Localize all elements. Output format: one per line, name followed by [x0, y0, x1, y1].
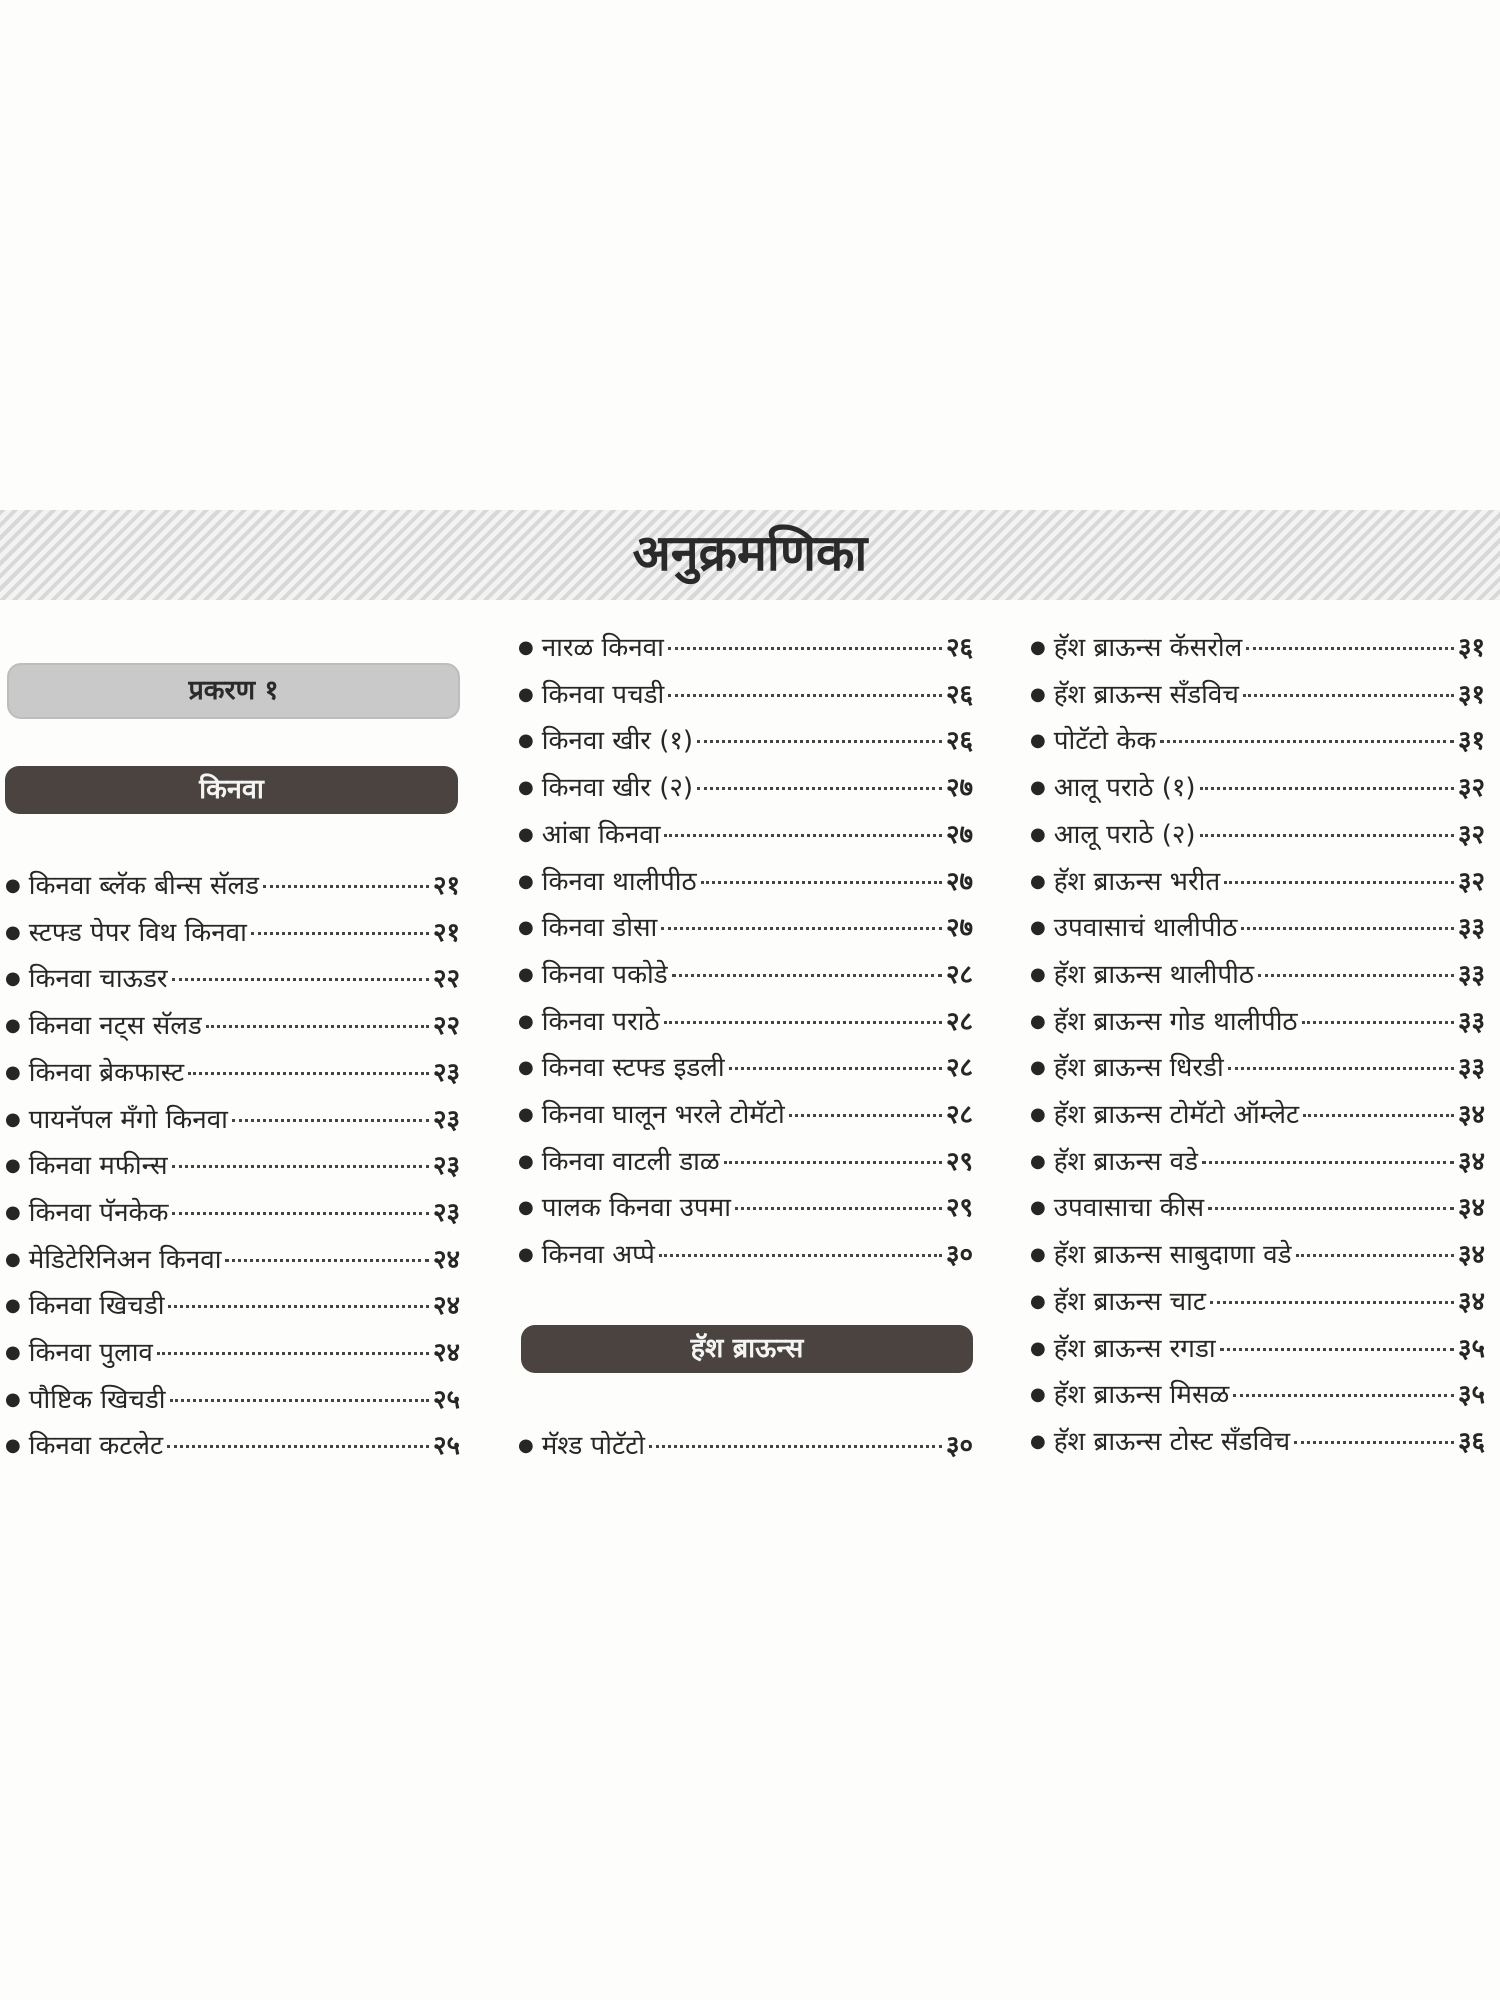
toc-entry [1030, 1188, 1485, 1232]
bullet-icon: ● [518, 1197, 534, 1219]
bullet-icon: ● [5, 921, 21, 943]
bullet-icon: ● [1030, 730, 1046, 752]
toc-entry-label: हॅश ब्राऊन्स वडे [1053, 1146, 1199, 1177]
dot-leader [697, 740, 942, 743]
toc-page-number: २७ [945, 773, 973, 804]
bullet-icon: ● [1030, 917, 1046, 939]
toc-page-number: २६ [945, 726, 973, 757]
toc-page-number: २५ [432, 1431, 460, 1462]
toc-entry-label: पौष्टिक खिचडी [28, 1384, 166, 1415]
dot-leader [172, 978, 429, 981]
toc-entry [5, 1333, 460, 1377]
toc-page-number: २३ [432, 1151, 460, 1182]
toc-entry-label: हॅश ब्राऊन्स टोमॅटो ऑम्लेट [1053, 1100, 1300, 1130]
toc-entry [1030, 675, 1485, 719]
bullet-icon: ● [518, 1435, 534, 1456]
dot-leader [789, 1114, 942, 1117]
toc-entry [5, 1100, 460, 1144]
toc-entry [518, 955, 973, 999]
toc-page-number: २८ [945, 959, 973, 990]
toc-entry [5, 1146, 460, 1190]
bullet-icon: ● [5, 1155, 21, 1177]
toc-page-number: ३४ [1457, 1146, 1485, 1177]
bullet-icon: ● [1030, 683, 1046, 705]
toc-entry [518, 862, 973, 906]
bullet-icon: ● [1030, 1197, 1046, 1219]
dot-leader [1258, 974, 1454, 977]
toc-entry-label: हॅश ब्राऊन्स सॅंडविच [1053, 679, 1239, 710]
toc-page-number: ३३ [1457, 959, 1485, 990]
bullet-icon: ● [5, 1248, 21, 1270]
dot-leader [1220, 1348, 1454, 1351]
dot-leader [1294, 1441, 1454, 1444]
toc-page-number: ३५ [1457, 1333, 1485, 1364]
bullet-icon: ● [1030, 1337, 1046, 1359]
dot-leader [1302, 1021, 1454, 1024]
toc-entry [5, 1240, 460, 1284]
toc-entry [1030, 1095, 1485, 1139]
bullet-icon: ● [518, 730, 534, 752]
dot-leader [724, 1161, 942, 1164]
toc-page-number: २३ [432, 1197, 460, 1228]
toc-page-number: ३४ [1457, 1286, 1485, 1317]
dot-leader [729, 1067, 942, 1070]
bullet-icon: ● [1030, 637, 1046, 658]
dot-leader [735, 1207, 942, 1210]
toc-page-number: ३४ [1457, 1240, 1485, 1271]
dot-leader [664, 1021, 942, 1024]
dot-leader [1228, 1067, 1454, 1070]
dot-leader [172, 1165, 429, 1168]
bullet-icon: ● [5, 1201, 21, 1223]
toc-entry-label: किनवा वाटली डाळ [541, 1146, 720, 1177]
toc-page-number: २५ [432, 1384, 460, 1415]
toc-entry-label: हॅश ब्राऊन्स थालीपीठ [1053, 959, 1254, 990]
toc-entry [518, 628, 973, 672]
toc-entry-label: किनवा मफीन्स [28, 1151, 168, 1182]
bullet-icon: ● [5, 875, 21, 896]
toc-page-number: ३३ [1457, 1053, 1485, 1084]
toc-page-number: २८ [945, 1006, 973, 1037]
bullet-icon: ● [5, 1295, 21, 1317]
toc-page-number: ३१ [1457, 726, 1485, 757]
toc-page-number: ३० [945, 1240, 973, 1271]
toc-entry-label: उपवासाचं थालीपीठ [1053, 913, 1238, 944]
bullet-icon: ● [1030, 1010, 1046, 1032]
dot-leader [668, 694, 942, 697]
toc-entry [518, 1095, 973, 1139]
toc-entry [1030, 1422, 1485, 1466]
toc-entry [518, 675, 973, 719]
toc-entry [518, 1426, 973, 1470]
bullet-icon: ● [1030, 1290, 1046, 1312]
toc-entry-label: आलू पराठे (१) [1053, 773, 1196, 804]
toc-entry-label: किनवा घालून भरले टोमॅटो [541, 1100, 785, 1130]
dot-leader [1202, 1161, 1454, 1164]
bullet-icon: ● [5, 1108, 21, 1130]
toc-entry [1030, 768, 1485, 812]
bullet-icon: ● [518, 1057, 534, 1079]
toc-page-number: ३२ [1457, 773, 1485, 804]
toc-entry-label: मेडिटेरिनिअन किनवा [28, 1244, 222, 1275]
toc-page-number: ३० [945, 1431, 973, 1461]
toc-page-number: ३५ [1457, 1380, 1485, 1411]
dot-leader [1224, 881, 1454, 884]
toc-entry [1030, 1142, 1485, 1186]
bullet-icon: ● [5, 1388, 21, 1410]
bullet-icon: ● [518, 1104, 534, 1125]
dot-leader [697, 787, 942, 790]
toc-page-number: २१ [432, 871, 460, 901]
toc-entry [5, 1006, 460, 1050]
toc-entry-label: किनवा ब्रेकफास्ट [28, 1057, 185, 1088]
dot-leader [1233, 1394, 1454, 1397]
bullet-icon: ● [5, 1435, 21, 1457]
toc-page-number: २१ [432, 917, 460, 948]
dot-leader [1210, 1301, 1454, 1304]
dot-leader [167, 1445, 429, 1448]
bullet-icon: ● [5, 1342, 21, 1363]
bullet-icon: ● [518, 777, 534, 799]
toc-page-number: २६ [945, 633, 973, 663]
toc-entry-label: किनवा स्टफ्ड इडली [541, 1053, 725, 1084]
dot-leader [1303, 1114, 1454, 1117]
toc-page-number: ३२ [1457, 866, 1485, 897]
bullet-icon: ● [518, 823, 534, 845]
chapter-heading: प्रकरण १ [7, 663, 460, 719]
toc-page-number: २७ [945, 819, 973, 850]
toc-page-number: २४ [432, 1338, 460, 1368]
toc-page-number: ३४ [1457, 1100, 1485, 1130]
bullet-icon: ● [1030, 963, 1046, 985]
toc-entry [518, 908, 973, 952]
toc-entry [5, 1193, 460, 1237]
toc-entry [5, 1426, 460, 1470]
dot-leader [157, 1352, 429, 1355]
dot-leader [172, 1212, 429, 1215]
toc-page-number: ३४ [1457, 1193, 1485, 1224]
toc-page-number: ३६ [1457, 1426, 1485, 1457]
toc-entry-label: किनवा खीर (१) [541, 726, 694, 757]
toc-entry [1030, 1282, 1485, 1326]
toc-entry-label: हॅश ब्राऊन्स टोस्ट सॅंडविच [1053, 1426, 1291, 1457]
toc-entry-label: हॅश ब्राऊन्स धिरडी [1053, 1053, 1224, 1084]
bullet-icon: ● [1030, 823, 1046, 845]
toc-page-number: २४ [432, 1244, 460, 1275]
toc-entry-label: पोटॅटो केक [1053, 726, 1157, 757]
bullet-icon: ● [1030, 1244, 1046, 1266]
toc-entry-label: किनवा डोसा [541, 913, 658, 944]
toc-entry-label: किनवा ब्लॅक बीन्स सॅलड [28, 871, 260, 901]
bullet-icon: ● [1030, 1430, 1046, 1452]
dot-leader [1208, 1207, 1454, 1210]
toc-page-number: २३ [432, 1104, 460, 1135]
toc-page-number: २७ [945, 913, 973, 944]
toc-entry-label: पायनॅपल मँगो किनवा [28, 1104, 228, 1135]
toc-entry [1030, 815, 1485, 859]
toc-entry-label: किनवा चाऊडर [28, 964, 168, 995]
toc-entry [1030, 908, 1485, 952]
toc-entry [5, 866, 460, 910]
toc-page-number: २८ [945, 1053, 973, 1084]
toc-entry-label: किनवा पकोडे [541, 959, 668, 990]
toc-page-number: २७ [945, 866, 973, 897]
toc-page-number: २९ [945, 1146, 973, 1177]
dot-leader [263, 885, 429, 888]
dot-leader [668, 647, 942, 650]
toc-entry-label: आलू पराठे (२) [1053, 819, 1196, 850]
toc-page-number: ३३ [1457, 1006, 1485, 1037]
bullet-icon: ● [518, 963, 534, 985]
toc-entry [1030, 1375, 1485, 1419]
toc-page-number: ३३ [1457, 913, 1485, 944]
bullet-icon: ● [1030, 870, 1046, 892]
toc-entry-label: हॅश ब्राऊन्स साबुदाणा वडे [1053, 1240, 1292, 1271]
bullet-icon: ● [1030, 777, 1046, 799]
toc-entry [518, 1188, 973, 1232]
bullet-icon: ● [1030, 1104, 1046, 1125]
toc-entry-label: हॅश ब्राऊन्स कॅसरोल [1053, 633, 1243, 663]
section-heading-hash-browns: हॅश ब्राऊन्स [521, 1325, 973, 1373]
toc-entry-label: नारळ किनवा [541, 633, 664, 663]
dot-leader [1246, 647, 1454, 650]
bullet-icon: ● [518, 683, 534, 705]
toc-entry-label: किनवा खीर (२) [541, 773, 694, 804]
dot-leader [1200, 787, 1454, 790]
bullet-icon: ● [518, 1244, 534, 1266]
bullet-icon: ● [1030, 1150, 1046, 1172]
toc-entry [1030, 1002, 1485, 1046]
toc-entry-label: किनवा थालीपीठ [541, 866, 697, 897]
bullet-icon: ● [5, 1061, 21, 1083]
toc-entry [5, 1286, 460, 1330]
dot-leader [251, 932, 429, 935]
bullet-icon: ● [518, 637, 534, 658]
toc-entry-label: किनवा पराठे [541, 1006, 660, 1037]
toc-entry [518, 1142, 973, 1186]
bullet-icon: ● [1030, 1384, 1046, 1406]
toc-entry-label: किनवा नट्स सॅलड [28, 1011, 202, 1042]
dot-leader [1241, 927, 1454, 930]
toc-page-number: ३२ [1457, 819, 1485, 850]
toc-page-number: २६ [945, 679, 973, 710]
bullet-icon: ● [518, 1150, 534, 1172]
toc-entry-label: पालक किनवा उपमा [541, 1193, 731, 1224]
bullet-icon: ● [5, 968, 21, 990]
toc-entry [1030, 1235, 1485, 1279]
toc-entry-label: किनवा पॅनकेक [28, 1197, 169, 1228]
dot-leader [672, 974, 942, 977]
toc-page-number: ३१ [1457, 679, 1485, 710]
toc-entry [1030, 955, 1485, 999]
toc-page-number: २२ [432, 1011, 460, 1042]
dot-leader [168, 1305, 428, 1308]
dot-leader [206, 1025, 429, 1028]
toc-entry-label: किनवा पचडी [541, 679, 665, 710]
toc-page-number: २२ [432, 964, 460, 995]
dot-leader [664, 834, 941, 837]
toc-entry-label: किनवा अप्पे [541, 1240, 655, 1271]
toc-entry-label: हॅश ब्राऊन्स रगडा [1053, 1333, 1216, 1364]
toc-entry-label: हॅश ब्राऊन्स भरीत [1053, 866, 1221, 897]
toc-entry [1030, 1048, 1485, 1092]
bullet-icon: ● [518, 1010, 534, 1032]
toc-entry [518, 1048, 973, 1092]
toc-page-number: २८ [945, 1100, 973, 1130]
toc-entry-label: मॅश्ड पोटॅटो [541, 1431, 645, 1461]
bullet-icon: ● [518, 917, 534, 939]
toc-entry-label: हॅश ब्राऊन्स मिसळ [1053, 1380, 1230, 1411]
dot-leader [661, 927, 942, 930]
dot-leader [170, 1399, 429, 1402]
toc-entry [5, 1380, 460, 1424]
toc-entry [1030, 1329, 1485, 1373]
toc-page-number: २९ [945, 1193, 973, 1224]
toc-entry-label: हॅश ब्राऊन्स गोड थालीपीठ [1053, 1006, 1298, 1037]
toc-entry-label: हॅश ब्राऊन्स चाट [1053, 1286, 1207, 1317]
dot-leader [1200, 834, 1454, 837]
toc-entry-label: उपवासाचा कीस [1053, 1193, 1205, 1224]
toc-entry [1030, 862, 1485, 906]
bullet-icon: ● [1030, 1057, 1046, 1079]
dot-leader [1296, 1254, 1454, 1257]
dot-leader [1243, 694, 1454, 697]
dot-leader [225, 1259, 429, 1262]
toc-entry [518, 721, 973, 765]
dot-leader [659, 1254, 942, 1257]
toc-entry [5, 1053, 460, 1097]
toc-entry [518, 768, 973, 812]
dot-leader [188, 1072, 429, 1075]
dot-leader [701, 881, 942, 884]
toc-entry-label: आंबा किनवा [541, 819, 661, 850]
toc-entry-label: किनवा पुलाव [28, 1338, 153, 1368]
dot-leader [649, 1445, 942, 1448]
toc-page-number: २४ [432, 1291, 460, 1322]
toc-entry [518, 1235, 973, 1279]
bullet-icon: ● [5, 1015, 21, 1037]
bullet-icon: ● [518, 870, 534, 892]
dot-leader [232, 1119, 429, 1122]
toc-entry [518, 815, 973, 859]
toc-entry [5, 913, 460, 957]
toc-entry [518, 1002, 973, 1046]
toc-page-number: ३१ [1457, 633, 1485, 663]
toc-entry [1030, 721, 1485, 765]
toc-page-number: २३ [432, 1057, 460, 1088]
toc-entry-label: किनवा खिचडी [28, 1291, 165, 1322]
section-heading-kinwa: किनवा [5, 766, 458, 814]
toc-entry [5, 959, 460, 1003]
toc-entry-label: किनवा कटलेट [28, 1431, 164, 1462]
dot-leader [1160, 740, 1454, 743]
toc-entry [1030, 628, 1485, 672]
page-title: अनुक्रमणिका [632, 524, 868, 582]
toc-entry-label: स्टफ्ड पेपर विथ किनवा [28, 917, 247, 948]
